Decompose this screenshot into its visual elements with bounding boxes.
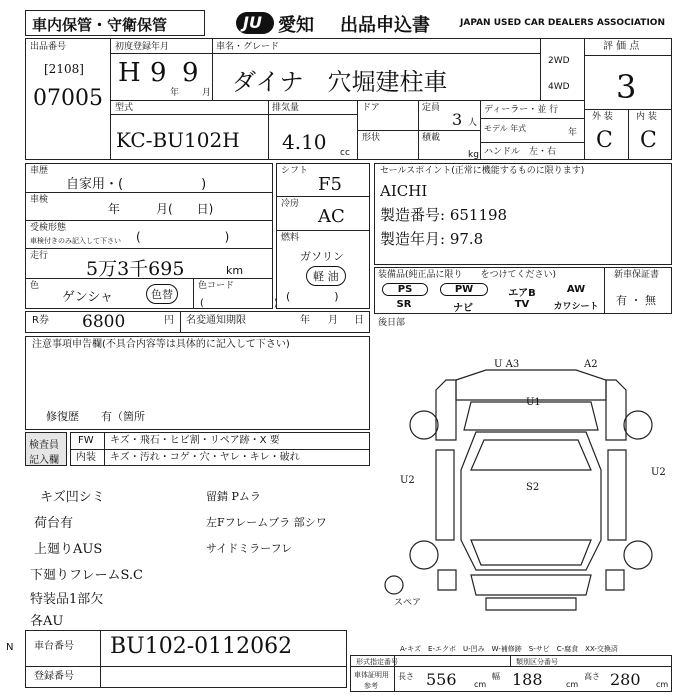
damage-mark: U A3: [494, 359, 520, 370]
inspector-int-label: 内装: [76, 452, 96, 463]
exterior-grade: C: [596, 128, 613, 153]
remark-left: 荷台有: [34, 516, 74, 531]
inspector-label-box: 検査員 記入欄: [25, 432, 67, 466]
receive-label: 受検形態: [30, 223, 67, 233]
equip-pw: PW: [440, 283, 488, 296]
model-year-label: モデル 年式: [484, 124, 527, 133]
damage-mark: A2: [584, 359, 598, 370]
displacement-label: 排気量: [272, 103, 300, 113]
notes-title: 注意事項申告欄(不具合内容等は具体的に記入して下さい): [32, 339, 290, 350]
remark-right: 左Fフレームブラ 部シワ: [206, 516, 327, 529]
lot-label: 出品番号: [30, 42, 67, 52]
sales-line-3: 製造年月: 97.8: [380, 230, 484, 248]
model-code: KC-BU102H: [116, 128, 240, 152]
designated-label: 形式指定番号: [356, 658, 398, 666]
equip-carwash: カワシート: [553, 302, 599, 312]
color-value: ゲンシャ: [62, 290, 114, 305]
width-label: 幅: [492, 672, 500, 681]
back-seat-label: 後日部: [378, 318, 406, 328]
interior-label: 内 装: [636, 112, 657, 122]
registration-label: 登録番号: [34, 671, 74, 682]
sales-line-2: 製造番号: 651198: [380, 206, 508, 224]
capacity-value: 3: [452, 110, 463, 129]
handle-label: ハンドル 左・右: [484, 147, 557, 157]
equip-airbag: エアB: [508, 288, 536, 299]
equip-tv: TV: [514, 299, 530, 310]
equipment-title: 装備品(純正品に限り をつけてください): [378, 270, 557, 280]
r-ticket-label: R券: [32, 315, 49, 326]
inspection-label: 車検: [30, 195, 49, 205]
lot-code: [2108]: [44, 62, 84, 76]
score-value: 3: [616, 68, 637, 106]
exterior-label: 外 装: [592, 112, 613, 122]
inspection-value: 年 月( 日): [108, 202, 214, 216]
fuel-gasoline: ガソリン: [300, 250, 344, 263]
first-reg-era: H: [118, 58, 141, 88]
damage-legend: A-キズ E-エクボ U-凹み W-補修跡 S-サビ C-腐食 XX-交換済: [400, 645, 618, 653]
model-label: 型式: [115, 103, 134, 113]
sales-points-title: セールスポイント(正常に機能するものに限ります): [380, 166, 585, 176]
chassis-label: 車台番号: [34, 641, 74, 652]
receive-note: 車検付きのみ記入して下さい: [30, 237, 121, 245]
repair-history: 修復歴 有（箇所: [46, 410, 145, 423]
mileage-label: 走行: [30, 251, 49, 261]
length-value: 556: [426, 670, 457, 689]
car-name: ダイナ 穴堀建柱車: [232, 68, 448, 96]
category-label: 類別区分番号: [516, 658, 558, 666]
corner-mark: N: [6, 642, 14, 653]
ac-value: AC: [318, 206, 345, 227]
damage-mark: U2: [400, 475, 415, 486]
storage-title-box: [25, 10, 205, 36]
ref-label: 参考: [364, 682, 378, 690]
r-ticket-value: 6800: [82, 312, 126, 332]
first-reg-year: 9: [150, 58, 167, 88]
lot-number: 07005: [33, 86, 103, 111]
equip-ps: PS: [382, 283, 428, 296]
remark-left: 各AU: [30, 614, 64, 629]
width-value: 188: [512, 670, 543, 689]
shift-value: F5: [318, 174, 342, 195]
drive-4wd: 4WD: [548, 82, 570, 92]
remark-left: 特装品1部欠: [30, 592, 104, 607]
equip-navi: ナビ: [453, 303, 473, 314]
equip-sr: SR: [396, 299, 412, 310]
ac-label: 冷房: [281, 199, 300, 209]
shape-label: 形状: [362, 133, 381, 143]
score-label: 評 価 点: [603, 41, 640, 52]
fuel-other: ( ): [286, 290, 339, 303]
warranty-value: 有 ・ 無: [616, 294, 656, 307]
color-change: 色替: [146, 284, 178, 304]
height-value: 280: [610, 670, 641, 689]
mileage-value: 5万3千695: [86, 258, 185, 280]
shift-label: シフト: [281, 166, 309, 176]
org-name-jp: 愛知: [278, 15, 314, 36]
remark-left: 下廻りフレームS.C: [30, 568, 144, 583]
length-label: 長さ: [398, 672, 414, 681]
remark-right: 留錆 Pムラ: [206, 490, 261, 503]
first-reg-label: 初度登録年月: [115, 42, 170, 52]
load-label: 積載: [422, 133, 441, 143]
ju-logo: JU: [236, 12, 274, 34]
remark-left: 上廻りAUS: [34, 542, 103, 557]
damage-mark: U1: [526, 397, 541, 408]
dealer-label: ディーラー・並 行: [484, 105, 559, 115]
form-title: 出品申込書: [340, 15, 430, 36]
drive-2wd: 2WD: [548, 56, 570, 66]
remark-left: キズ凹シミ: [40, 490, 105, 505]
spare-label: スペア: [394, 598, 422, 608]
color-code-value: ( ): [200, 298, 278, 309]
interior-grade: C: [640, 128, 657, 153]
color-code-label: 色コード: [198, 281, 235, 291]
history-label: 車歴: [30, 166, 49, 176]
damage-mark: S2: [526, 482, 540, 493]
inspector-fw-label: FW: [78, 435, 94, 446]
first-reg-month: 9: [182, 58, 199, 88]
color-label: 色: [30, 281, 40, 291]
warranty-label: 新車保証書: [614, 270, 660, 280]
fuel-label: 燃料: [281, 233, 300, 243]
car-damage-diagram: [376, 340, 676, 630]
chassis-number: BU102-0112062: [110, 634, 293, 659]
history-value: 自家用・( ): [66, 177, 207, 192]
fuel-diesel: 軽 油: [306, 266, 346, 286]
receive-value: ( ): [136, 230, 230, 244]
door-label: ドア: [362, 103, 380, 113]
sales-line-1: AICHI: [380, 182, 428, 200]
remark-right: サイドミラーフレ: [206, 542, 293, 555]
cert-label: 車体証明用: [354, 671, 389, 679]
inspector-fw-items: キズ・飛石・ヒビ割・リペア跡・X 要: [110, 435, 280, 446]
deadline-label: 名変通知期限: [186, 315, 246, 326]
equip-aw: AW: [566, 284, 586, 295]
storage-title: 車内保管・守衛保管: [32, 16, 168, 34]
height-label: 高さ: [584, 672, 600, 681]
inspector-int-items: キズ・汚れ・コゲ・穴・ヤレ・キレ・破れ: [110, 452, 300, 463]
car-name-label: 車名・グレード: [216, 42, 280, 52]
org-name-en: JAPAN USED CAR DEALERS ASSOCIATION: [460, 18, 665, 28]
capacity-label: 定員: [422, 103, 441, 113]
damage-mark: U2: [651, 467, 666, 478]
displacement-value: 4.10: [282, 130, 327, 154]
